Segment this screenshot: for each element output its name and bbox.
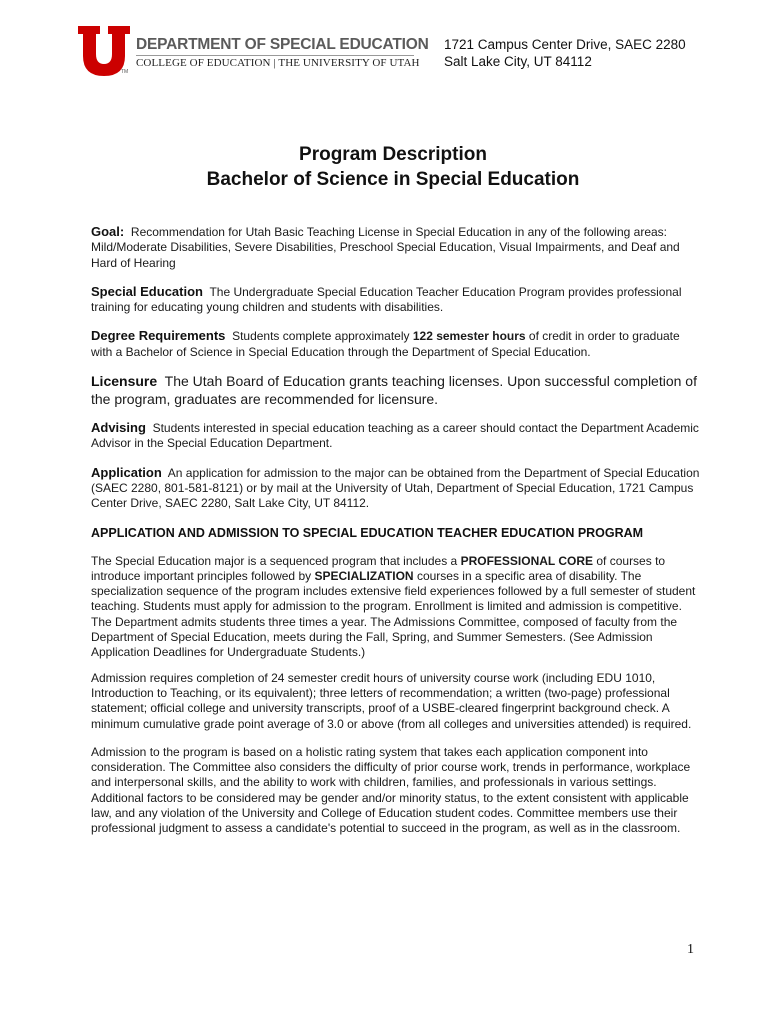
logo-divider	[136, 55, 414, 56]
degree-requirements-section	[91, 328, 701, 360]
application-section	[91, 465, 701, 512]
admission-heading: APPLICATION AND ADMISSION TO SPECIAL EDUCATION TEACHER EDUCATION PROGRAM	[91, 525, 644, 540]
specialization-term: SPECIALIZATION	[314, 568, 414, 583]
document-body	[91, 224, 701, 837]
licensure-text: The Utah Board of Education grants teaching licenses. Upon successful completion of the program, graduates are recommended for licensure.	[91, 373, 697, 407]
goal-section	[91, 224, 701, 271]
department-name: DEPARTMENT OF SPECIAL EDUCATION	[136, 36, 429, 53]
address-street: 1721 Campus Center Drive, SAEC 2280	[444, 37, 686, 52]
college-university-line: COLLEGE OF EDUCATION | THE UNIVERSITY OF UTAH	[136, 57, 420, 69]
page-number: 1	[687, 942, 694, 957]
professional-core-term: PROFESSIONAL CORE	[460, 553, 594, 568]
title-line-2: Bachelor of Science in Special Education	[206, 169, 580, 190]
application-label: Application	[91, 464, 162, 480]
goal-text: Recommendation for Utah Basic Teaching License in Special Education in any of the following areas: Mild/Moderate Disabilities, Severe Disabilities, Preschool Special Education, Visual Impairments, and Deaf and Hard of Hearing	[91, 225, 680, 270]
admission-paragraph-2: Admission requires completion of 24 semester credit hours of university course work (including EDU 1010, Introduction to Teaching, or its equivalent); three letters of recommendation; a written (two-page) professional statement; official college and university transcripts, proof of a USBE-cleared fingerprint background check. A minimum cumulative grade point average of 3.0 or above (from all colleges and universities attended) is required.	[91, 670, 692, 731]
degree-text-after: of credit in order to graduate with a Bachelor of Science in Special Education through the Department of Special Education.	[91, 329, 680, 359]
admission-paragraph-3: Admission to the program is based on a holistic rating system that takes each application component into consideration. The Committee also considers the difficulty of prior course work, trends in performance, workplace and interpersonal skills, and the ability to work with children, families, and professionals in various settings. Additional factors to be considered may be gender and/or minority status, to the extent consistent with applicable law, and any violation of the University and College of Education student codes. Committee members use their professional judgment to assess a candidate's potential to succeed in the program, as well as in the classroom.	[91, 744, 691, 836]
admission-p1-text-b: of courses to introduce important principles followed by	[91, 553, 666, 583]
advising-label: Advising	[91, 420, 146, 436]
document-title	[0, 142, 770, 192]
special-education-label: Special Education	[91, 283, 203, 299]
licensure-label: Licensure	[91, 373, 158, 390]
admission-p1-text-a: The Special Education major is a sequenced program that includes a	[91, 553, 458, 568]
trademark-mark: TM	[121, 69, 129, 75]
licensure-section	[91, 373, 701, 408]
department-address	[444, 36, 686, 70]
address-city: Salt Lake City, UT 84112	[444, 54, 592, 69]
degree-credit-hours: 122 semester hours	[412, 329, 526, 344]
application-text: An application for admission to the major can be obtained from the Department of Special Education (SAEC 2280, 801-581-8121) or by mail at the University of Utah, Department of Special Education, 1721 Campus Center Drive, SAEC 2280, Salt Lake City, UT 84112.	[91, 465, 700, 511]
advising-section	[91, 420, 701, 452]
title-line-1: Program Description	[299, 144, 487, 165]
university-logo	[78, 26, 429, 78]
degree-text-before: Students complete approximately	[232, 329, 410, 344]
admission-paragraph-1	[91, 554, 701, 661]
special-education-text: The Undergraduate Special Education Teacher Education Program provides professional training for educating young children and students with disabilities.	[91, 284, 682, 315]
special-education-section	[91, 284, 701, 316]
goal-label: Goal:	[91, 224, 125, 239]
degree-requirements-label: Degree Requirements	[91, 328, 226, 344]
admission-p1-text-c: courses in a specific area of disability. The specialization sequence of the program includes extensive field experiences followed by a full semester of student teaching. Students must apply for admission to the program. Enrollment is limited and admission is competitive. The Department admits students three times a year. The Admissions Committee, composed of faculty from the Department of Special Education, meets during the Fall, Spring, and Summer Semesters. (See Admission Application Deadlines for Undergraduate Students.)	[91, 568, 696, 660]
advising-text: Students interested in special education teaching as a career should contact the Department Academic Advisor in the Special Education Department.	[91, 421, 699, 451]
